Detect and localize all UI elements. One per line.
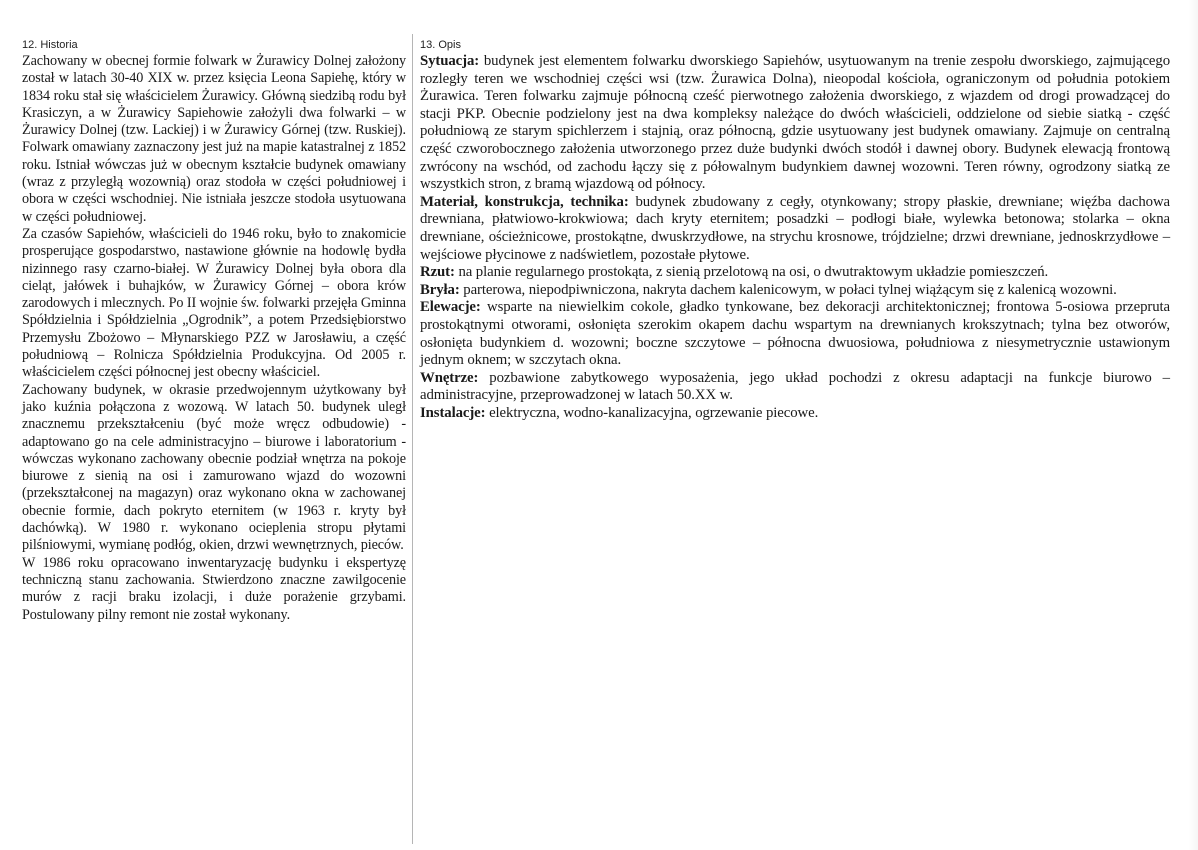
history-heading: 12. Historia: [22, 39, 78, 51]
history-paragraph: Zachowany w obecnej formie folwark w Żurawicy Dolnej założony został w latach 30-40 XIX w. przez księcia Leona Sapiehę, który w 1834 roku stał się właścicielem Żurawicy. Główną siedzibą rodu był Krasiczyn, a w Żurawicy Sapiehowie założyli dwa folwarki – w Żurawicy Dolnej (tzw. Lackiej) i w Żurawicy Górnej (tzw. Ruskiej). Folwark omawiany zaznaczony jest już na mapie katastralnej z 1852 roku. Istniał wówczas już w obecnym kształcie budynek omawiany (wraz z przyległą wozownią) oraz stodoła w części południowej i obora w części wschodniej. Nie istniała jeszcze stodoła usytuowana w części południowej.: [22, 53, 406, 225]
description-section-situation: [420, 53, 1170, 194]
section-text: parterowa, niepodpiwniczona, nakryta dachem kalenicowym, w połaci tylnej wiążącym się z kalenicą wozowni.: [459, 281, 1117, 298]
description-section-elevations: [420, 299, 1170, 369]
description-section-interior: [420, 370, 1170, 405]
section-label: Elewacje:: [420, 299, 481, 316]
section-text: pozbawione zabytkowego wyposażenia, jego układ pochodzi z okresu adaptacji na funkcje biurowo – administracyjne, przeprowadzonej w latach 50.XX w.: [420, 369, 1170, 404]
history-column: [22, 38, 406, 624]
history-paragraph: Zachowany budynek, w okrasie przedwojennym użytkowany był jako kuźnia połączona z wozową. W latach 50. budynek uległ znacznemu przekształceniu (być może wręcz odbudowie) - adaptowano go na cele administracyjno – biurowe i laboratorium - wówczas wykonano zachowany obecnie podział wnętrza na pokoje biurowe z sienią na osi i zamurowano wjazd do wozowni (przekształconej na magazyn) oraz wykonano okna w zachowanej obecnie formie, dach pokryto eternitem (w 1963 r. kryty był dachówką). W 1980 r. wykonano ocieplenia stropu płytami pilśniowymi, wymianę podłóg, okien, drzwi wewnętrznych, pieców.: [22, 381, 406, 554]
description-column: [420, 38, 1170, 422]
scan-edge-shadow: [1188, 0, 1198, 850]
section-text: budynek jest elementem folwarku dworskiego Sapiehów, usytuowanym na trenie zespołu dworskiego, zajmującego rozległy teren we wschodniej części wsi (tzw. Żurawica Dolna), nieopodal kościoła, ograniczonym od południa potokiem Żurawica. Teren folwarku zajmuje północną cześć pierwotnego założenia dworskiego, z wjazdem od drogi prowadzącej do stacji PKP. Obecnie podzielony jest na dwa kompleksy należące do dwóch właścicieli, oddzielone od siebie siatką - część południową ze starym spichlerzem i stajnią, oraz północną, gdzie usytuowany jest budynek omawiany. Zajmuje on centralną część czworobocznego założenia utworzonego przez duże budynki dwóch stodół i dawnej obory. Budynek elewacją frontową zwrócony na wschód, od zachodu łączy się z półowalnym budynkiem dawnej wozowni. Teren równy, ogrodzony siatką ze wszystkich stron, z bramą wjazdową od północy.: [420, 53, 1170, 193]
section-text: elektryczna, wodno-kanalizacyjna, ogrzewanie piecowe.: [485, 404, 819, 421]
description-section-body: [420, 282, 1170, 300]
section-label: Wnętrze:: [420, 369, 479, 386]
description-heading: 13. Opis: [420, 39, 461, 51]
description-section-installations: [420, 405, 1170, 423]
section-text: budynek zbudowany z cegły, otynkowany; stropy płaskie, drewniane; więźba dachowa drewniana, płatwiowo-krokwiowa; dach kryty eternitem; posadzki – podłogi białe, wylewka betonowa; stolarka – okna drewniane, ościeżnicowe, prostokątne, dwuskrzydłowe, na strychu krosnowe, trójdzielne; drzwi drewniane, jednoskrzydłowe – wejściowe płycinowe z nadświetlem, pozostałe płytowe.: [420, 193, 1171, 263]
history-paragraph: W 1986 roku opracowano inwentaryzację budynku i ekspertyzę techniczną stanu zachowania. Stwierdzono znaczne zawilgocenie murów z racji braku izolacji, i duże porażenie grzybami. Postulowany pilny remont nie został wykonany.: [22, 554, 406, 623]
section-label: Instalacje:: [420, 404, 486, 421]
section-label: Bryła:: [420, 281, 460, 298]
section-text: na planie regularnego prostokąta, z sienią przelotową na osi, o dwutraktowym układzie pomieszczeń.: [454, 264, 1049, 281]
section-text: wsparte na niewielkim cokole, gładko tynkowane, bez dekoracji architektonicznej; frontowa 5-osiowa przepruta prostokątnymi otworami, osłonięta szerokim okapem dachu wspartym na drewnianych krokszytnach; tylna bez otworów, osłonięta budynkiem d. wozowni; boczne szczytowe – północna dwuosiowa, południowa z niesymetrycznie ustawionym jednym oknem; w szczytach okna.: [420, 299, 1170, 369]
history-paragraph: Za czasów Sapiehów, właścicieli do 1946 roku, było to znakomicie prosperujące gospodarstwo, nastawione głównie na hodowlę bydła nizinnego rasy czarno-białej. W Żurawicy Dolnej była obora dla cieląt, jałówek i buhajków, w Żurawicy Górnej – obora krów zarodowych i mlecznych. Po II wojnie św. folwarki przejęła Gminna Spółdzielnia i Spółdzielnia „Ogrodnik”, a potem Przedsiębiorstwo Przemysłu Zbożowo – Młynarskiego PZZ w Jarosławiu, a część południową – Rolnicza Spółdzielnia Produkcyjna. Od 2005 r. właścicielem części północnej jest obecny właściciel.: [22, 225, 406, 381]
section-label: Sytuacja:: [420, 53, 480, 69]
description-section-plan: [420, 264, 1170, 282]
section-label: Rzut:: [420, 264, 455, 281]
column-divider: [412, 34, 413, 844]
section-label: Materiał, konstrukcja, technika:: [420, 193, 629, 210]
description-section-material: [420, 194, 1170, 264]
